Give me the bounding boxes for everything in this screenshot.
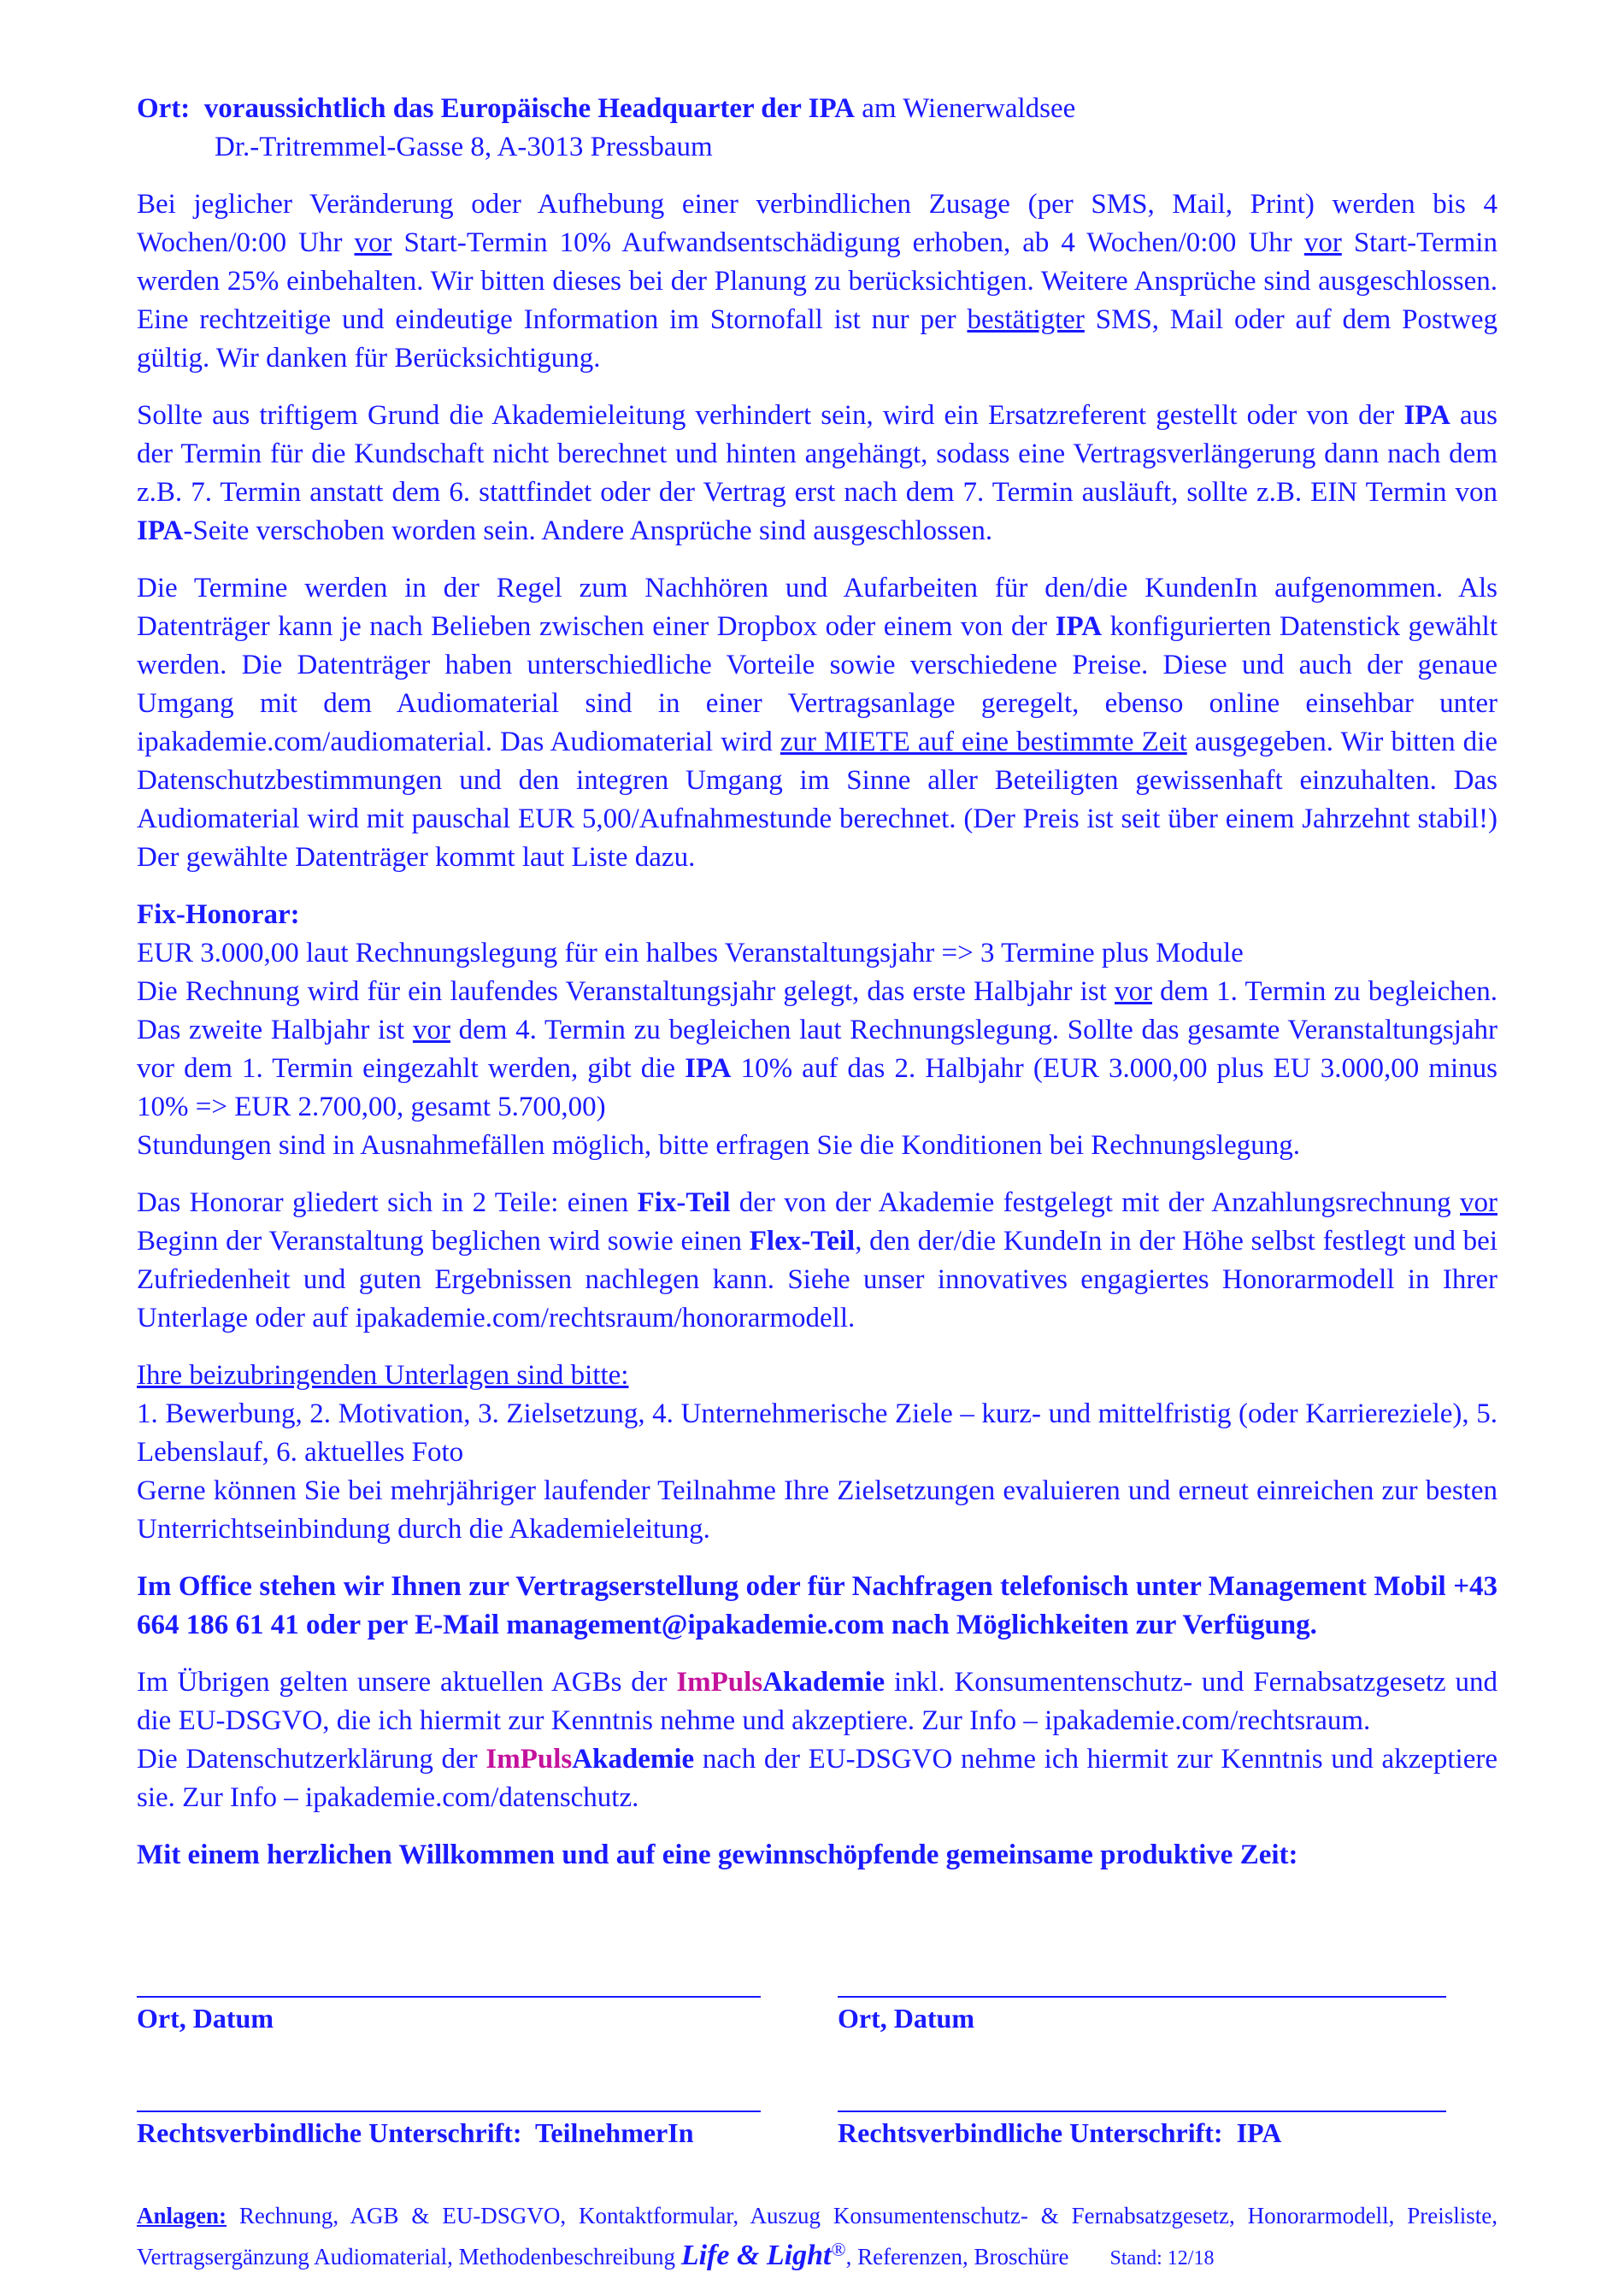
ersatz-ipa-2: IPA (137, 515, 184, 546)
audio-text-2: konfigurierten Datenstick gewählt werden. Die Datenträger haben unterschiedliche Vorteile sowie verschiedene Preise. Diese und auch der genaue Umgang mit dem Audiomaterial sind in einer Vertragsanlage geregelt, ebenso online einsehbar unter ipakademie.com/audiomaterial. Das Audiomaterial wird (137, 611, 1497, 757)
brand-akademie: Akademie (572, 1744, 695, 1775)
ort-datum-right (838, 1996, 1446, 2034)
signature-line (137, 2111, 761, 2112)
ort-datum-left (137, 1996, 761, 2034)
signature-area (137, 1996, 1497, 2193)
agb-text-2: inkl. Konsumentenschutz- und Fernabsatzgesetz und die EU-DSGVO, die ich hiermit zur Kenntnis nehme und akzeptiere. Zur Info – ipakademie.com/rechtsraum. (137, 1667, 1498, 1736)
fix-text-2: dem 1. Termin zu begleichen. Das zweite Halbjahr ist (137, 976, 1497, 1045)
anlagen-text-1: Rechnung, AGB & EU-DSGVO, Kontaktformular, Auszug Konsumentenschutz- & Fernabsatzgesetz, Honorarmodell, Preisliste, Vertragsergänzung Audiomaterial, Methodenbeschreibung (137, 2203, 1497, 2270)
unterlagen-note: Gerne können Sie bei mehrjähriger laufender Teilnahme Ihre Zielsetzungen evaluieren und erneut einreichen zur besten Unterrichtseinbindung durch die Akademieleitung. (137, 1475, 1497, 1545)
ersatz-text-3: -Seite verschoben worden sein. Andere Ansprüche sind ausgeschlossen. (183, 515, 993, 546)
fix-text-3: dem 4. Termin zu begleichen laut Rechnungslegung. Sollte das gesamte Veranstaltungsjahr vor dem 1. Termin eingezahlt werden, gibt die (137, 1015, 1498, 1084)
honorar-flex-teil: Flex-Teil (749, 1226, 856, 1257)
ersatz-text-2: aus der Termin für die Kundschaft nicht berechnet und hinten angehängt, sodass eine Vertragsverlängerung dann nach dem z.B. 7. Termin anstatt dem 6. stattfindet oder der Vertrag erst nach dem 7. Termin ausläuft, sollte z.B. EIN Termin von (137, 400, 1497, 508)
signature-line (838, 1996, 1446, 1998)
footer-anlagen (137, 2199, 1497, 2275)
agb-text-1: Im Übrigen gelten unsere aktuellen AGBs der (137, 1667, 677, 1698)
signature-ipa-label: Rechtsverbindliche Unterschrift: IPA (838, 2117, 1282, 2148)
stand-date: Stand: 12/18 (1109, 2247, 1215, 2270)
storno-text-2: Start-Termin 10% Aufwandsentschädigung erhoben, ab 4 Wochen/0:00 Uhr (391, 227, 1304, 258)
brand-impuls: ImPuls (676, 1667, 763, 1698)
storno-vor-1: vor (354, 227, 392, 258)
honorar-text-4: , den der/die KundeIn in der Höhe selbst festlegt und bei Zufriedenheit und guten Ergebnissen nachlegen kann. Siehe unser innovatives engagiertes Honorarmodell in Ihrer Unterlage oder auf ipakademie.com/rechtsraum/honorarmodell. (137, 1226, 1497, 1333)
storno-bestaetigter: bestätigter (967, 304, 1085, 335)
welcome-line: Mit einem herzlichen Willkommen und auf eine gewinnschöpfende gemeinsame produktive Zeit: (137, 1840, 1298, 1870)
anlagen-text-2: , Referenzen, Broschüre (845, 2244, 1069, 2270)
honorar-text-3: Beginn der Veranstaltung beglichen wird sowie einen (137, 1226, 750, 1257)
ersatz-paragraph (137, 397, 1497, 550)
fix-text-1: Die Rechnung wird für ein laufendes Veranstaltungsjahr gelegt, das erste Halbjahr ist (137, 976, 1115, 1007)
unterlagen-list: 1. Bewerbung, 2. Motivation, 3. Zielsetzung, 4. Unternehmerische Ziele – kurz- und mittelfristig (oder Karriereziele), 5. Lebenslauf, 6. aktuelles Foto (137, 1398, 1497, 1468)
fix-honorar-body (137, 973, 1497, 1127)
ort-venue: voraussichtlich das Europäische Headquarter der IPA (203, 93, 855, 124)
ort-label: Ort: (137, 93, 191, 124)
signature-participant-label: Rechtsverbindliche Unterschrift: TeilnehmerIn (137, 2117, 694, 2148)
signature-participant (137, 2111, 761, 2149)
storno-text-4: SMS, Mail oder auf dem Postweg gültig. Wir danken für Berücksichtigung. (137, 304, 1497, 374)
honorar-paragraph (137, 1184, 1497, 1338)
honorar-text-2: der von der Akademie festgelegt mit der Anzahlungsrechnung (730, 1187, 1460, 1218)
signature-line (838, 2111, 1446, 2112)
unterlagen-heading: Ihre beizubringenden Unterlagen sind bitte: (137, 1360, 629, 1391)
storno-text-1: Bei jeglicher Veränderung oder Aufhebung einer verbindlichen Zusage (per SMS, Mail, Print) werden bis 4 Wochen/0:00 Uhr (137, 189, 1497, 258)
storno-paragraph (137, 185, 1497, 378)
datenschutz-paragraph (137, 1740, 1497, 1817)
ort-datum-right-label: Ort, Datum (838, 2003, 974, 2034)
datenschutz-text-1: Die Datenschutzerklärung der (137, 1744, 486, 1775)
fix-honorar-heading: Fix-Honorar: (137, 899, 300, 930)
fix-vor-2: vor (412, 1015, 450, 1045)
signature-line (137, 1996, 761, 1998)
honorar-fix-teil: Fix-Teil (637, 1187, 731, 1218)
honorar-text-1: Das Honorar gliedert sich in 2 Teile: einen (137, 1187, 638, 1218)
fix-ipa: IPA (685, 1053, 732, 1084)
ersatz-ipa-1: IPA (1403, 400, 1450, 431)
brand-impuls: ImPuls (485, 1744, 573, 1775)
fix-honorar-line-1: EUR 3.000,00 laut Rechnungslegung für ein halbes Veranstaltungsjahr => 3 Termine plus Module (137, 938, 1244, 968)
ort-address: Dr.-Tritremmel-Gasse 8, A-3013 Pressbaum (215, 132, 713, 162)
agb-paragraph (137, 1663, 1497, 1740)
audio-ipa: IPA (1055, 611, 1103, 642)
storno-vor-2: vor (1303, 227, 1342, 258)
fix-vor-1: vor (1115, 976, 1153, 1007)
audio-paragraph (137, 569, 1497, 877)
life-and-light-logo: Life & Light (680, 2240, 832, 2271)
ersatz-text-1: Sollte aus triftigem Grund die Akademieleitung verhindert sein, wird ein Ersatzreferent gestellt oder von der (137, 400, 1404, 431)
office-contact: Im Office stehen wir Ihnen zur Vertragserstellung oder für Nachfragen telefonisch unter Management Mobil +43 664 186 61 41 oder per E-Mail management@ipakademie.com nach Möglichkeiten zur Verfügung. (137, 1571, 1497, 1640)
audio-text-3: ausgegeben. Wir bitten die Datenschutzbestimmungen und den integren Umgang im Sinne aller Beteiligten gewissenhaft einzuhalten. Das Audiomaterial wird mit pauschal EUR 5,00/Aufnahmestunde berechnet. (Der Preis ist seit über einem Jahrzehnt stabil!) Der gewählte Datenträger kommt laut Liste dazu. (137, 727, 1497, 873)
ort-section (137, 90, 1497, 128)
datenschutz-text-2: nach der EU-DSGVO nehme ich hiermit zur Kenntnis und akzeptiere sie. Zur Info – ipakademie.com/datenschutz. (137, 1744, 1498, 1813)
signature-ipa (838, 2111, 1446, 2149)
fix-text-4: 10% auf das 2. Halbjahr (EUR 3.000,00 plus EU 3.000,00 minus 10% => EUR 2.700,00, gesamt 5.700,00) (137, 1053, 1497, 1122)
brand-akademie: Akademie (762, 1667, 886, 1698)
fix-honorar-stundungen: Stundungen sind in Ausnahmefällen möglich, bitte erfragen Sie die Konditionen bei Rechnungslegung. (137, 1130, 1300, 1161)
audio-miete: zur MIETE auf eine bestimmte Zeit (780, 727, 1187, 757)
honorar-vor: vor (1460, 1187, 1497, 1218)
storno-text-3: Start-Termin werden 25% einbehalten. Wir bitten dieses bei der Planung zu berücksichtigen. Weitere Ansprüche sind ausgeschlossen. Eine rechtzeitige und eindeutige Information im Stornofall ist nur per (137, 227, 1497, 335)
audio-text-1: Die Termine werden in der Regel zum Nachhören und Aufarbeiten für den/die KundenIn aufgenommen. Als Datenträger kann je nach Belieben zwischen einer Dropbox oder einem von der (137, 573, 1497, 642)
anlagen-label: Anlagen: (137, 2203, 227, 2228)
registered-mark: ® (831, 2239, 846, 2260)
ort-venue-rest: am Wienerwaldsee (855, 93, 1076, 124)
document-body (137, 90, 1497, 1875)
ort-datum-left-label: Ort, Datum (137, 2003, 274, 2034)
